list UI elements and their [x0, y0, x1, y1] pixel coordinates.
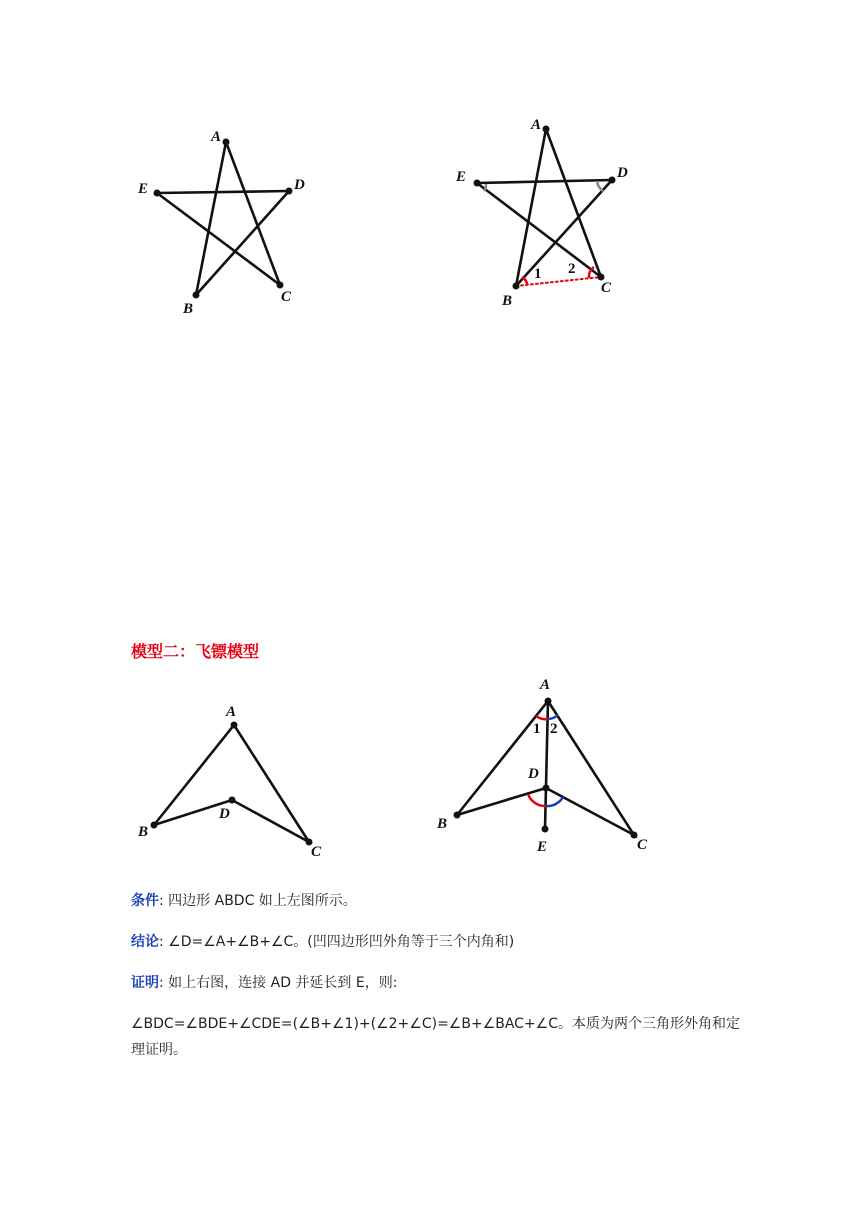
label-c: C — [601, 280, 612, 296]
proof-paragraph — [131, 970, 741, 996]
label-d: D — [528, 766, 539, 782]
condition-key: 条件 — [131, 893, 159, 909]
label-c: C — [637, 837, 648, 853]
conclusion-key: 结论 — [131, 934, 159, 950]
point-d — [543, 785, 550, 792]
point-e — [542, 826, 549, 833]
condition-text: : 四边形 ABDC 如上左图所示。 — [159, 893, 357, 909]
proof-key: 证明 — [131, 975, 159, 991]
label-e: E — [537, 839, 548, 855]
label-d: D — [294, 177, 305, 193]
label-b: B — [138, 824, 149, 840]
angle-1-label: 1 — [533, 721, 541, 737]
label-d: D — [219, 806, 230, 822]
angle-cde-mark — [546, 797, 563, 806]
angle-1-mark — [536, 716, 548, 719]
point-b — [454, 812, 461, 819]
label-a: A — [531, 117, 542, 133]
angle-2-mark — [548, 715, 558, 719]
conclusion-paragraph — [131, 929, 741, 955]
label-b: B — [437, 816, 448, 832]
label-a: A — [211, 129, 222, 145]
angle-bde-mark — [528, 794, 546, 806]
conclusion-text: : ∠D=∠A+∠B+∠C。(凹四边形凹外角等于三个内角和) — [159, 934, 515, 950]
angle-2-label: 2 — [550, 721, 558, 737]
label-e: E — [456, 169, 467, 185]
section-heading: 模型二：飞镖模型 — [131, 642, 260, 661]
angle-1-label: 1 — [534, 266, 542, 282]
angle-2-label: 2 — [568, 261, 576, 277]
label-a: A — [540, 677, 551, 693]
label-b: B — [183, 301, 194, 317]
label-c: C — [311, 844, 322, 860]
label-a: A — [226, 704, 237, 720]
label-e: E — [138, 181, 149, 197]
proof-text: : 如上右图，连接 AD 并延长到 E，则: — [159, 975, 398, 991]
proof-body: ∠BDC=∠BDE+∠CDE=(∠B+∠1)+(∠2+∠C)=∠B+∠BAC+∠C。本质为两个三角形外角和定理证明。 — [131, 1016, 741, 1058]
condition-paragraph — [131, 888, 741, 914]
label-b: B — [502, 293, 513, 309]
label-c: C — [281, 289, 292, 305]
label-d: D — [617, 165, 628, 181]
point-a — [545, 698, 552, 705]
